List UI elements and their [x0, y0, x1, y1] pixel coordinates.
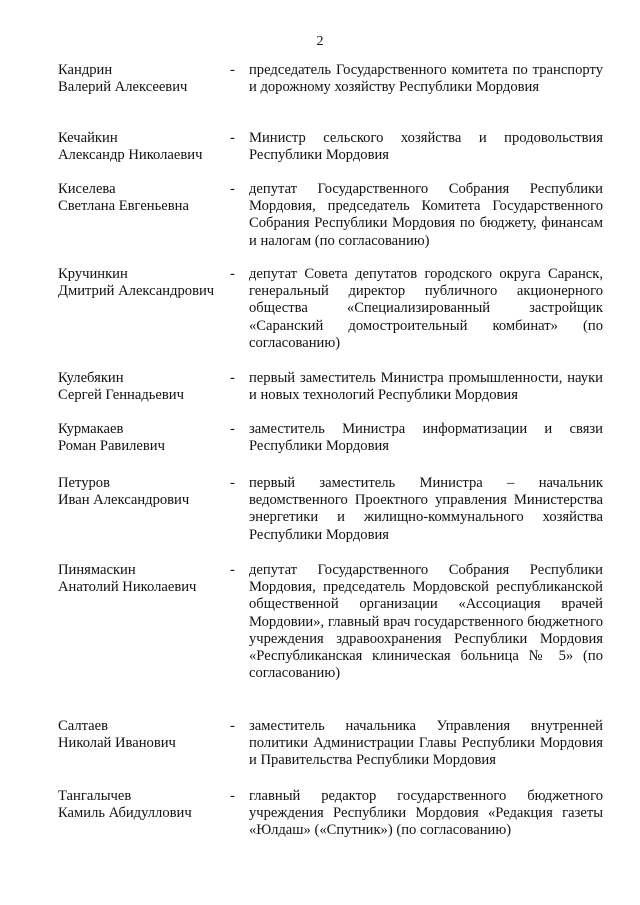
- member-position: заместитель начальника Управления внутренней политики Администрации Главы Республики Мордовия и Правительства Республики Мордовия: [249, 718, 603, 769]
- dash: -: [230, 266, 235, 282]
- member-position: заместитель Министра информатизации и связи Республики Мордовия: [249, 421, 603, 455]
- surname: Тангалычев: [58, 788, 132, 804]
- member-name: [58, 266, 233, 300]
- surname: Кулебякин: [58, 370, 124, 386]
- given-names: Николай Иванович: [58, 735, 176, 752]
- given-names: Светлана Евгеньевна: [58, 198, 189, 215]
- member-position: депутат Государственного Собрания Республики Мордовия, председатель Мордовской республиканской общественной организации «Ассоциация врачей Мордовии», главный врач государственного бюджетного учреждения здравоохранения Республики Мордовия «Республиканская клиническая больница № 5» (по согласованию): [249, 562, 603, 682]
- member-name: [58, 370, 233, 404]
- member-name: [58, 562, 233, 596]
- dash: -: [230, 475, 235, 491]
- dash: -: [230, 718, 235, 734]
- member-position: депутат Совета депутатов городского округа Саранск, генеральный директор публичного акционерного общества «Специализированный застройщик «Саранский домостроительный комбинат» (по согласованию): [249, 266, 603, 351]
- member-position: первый заместитель Министра – начальник ведомственного Проектного управления Министерства энергетики и жилищно-коммунального хозяйства Республики Мордовия: [249, 475, 603, 543]
- given-names: Камиль Абидуллович: [58, 805, 192, 822]
- surname: Кечайкин: [58, 130, 118, 146]
- given-names: Александр Николаевич: [58, 147, 203, 164]
- surname: Киселева: [58, 181, 116, 197]
- member-name: [58, 475, 233, 509]
- given-names: Сергей Геннадьевич: [58, 387, 184, 404]
- member-position: главный редактор государственного бюджетного учреждения Республики Мордовия «Редакция газеты «Юлдаш» («Спутник») (по согласованию): [249, 788, 603, 839]
- dash: -: [230, 562, 235, 578]
- dash: -: [230, 421, 235, 437]
- member-name: [58, 718, 233, 752]
- dash: -: [230, 370, 235, 386]
- member-position: председатель Государственного комитета по транспорту и дорожному хозяйству Республики Мордовия: [249, 62, 603, 96]
- given-names: Валерий Алексеевич: [58, 79, 188, 96]
- given-names: Роман Равилевич: [58, 438, 165, 455]
- member-name: [58, 130, 233, 164]
- dash: -: [230, 788, 235, 804]
- given-names: Дмитрий Александрович: [58, 283, 215, 300]
- surname: Кандрин: [58, 62, 113, 78]
- dash: -: [230, 181, 235, 197]
- member-name: [58, 421, 233, 455]
- surname: Салтаев: [58, 718, 109, 734]
- surname: Пинямаскин: [58, 562, 136, 578]
- surname: Курмакаев: [58, 421, 124, 437]
- member-name: [58, 788, 233, 822]
- page-number: 2: [316, 34, 324, 49]
- member-position: Министр сельского хозяйства и продовольствия Республики Мордовия: [249, 130, 603, 164]
- dash: -: [230, 130, 235, 146]
- surname: Петуров: [58, 475, 110, 491]
- member-name: [58, 62, 233, 96]
- given-names: Анатолий Николаевич: [58, 579, 197, 596]
- given-names: Иван Александрович: [58, 492, 190, 509]
- member-position: депутат Государственного Собрания Республики Мордовия, председатель Комитета Государственного Собрания Республики Мордовия по бюджету, финансам и налогам (по согласованию): [249, 181, 603, 249]
- member-position: первый заместитель Министра промышленности, науки и новых технологий Республики Мордовия: [249, 370, 603, 404]
- dash: -: [230, 62, 235, 78]
- surname: Кручинкин: [58, 266, 128, 282]
- member-name: [58, 181, 233, 215]
